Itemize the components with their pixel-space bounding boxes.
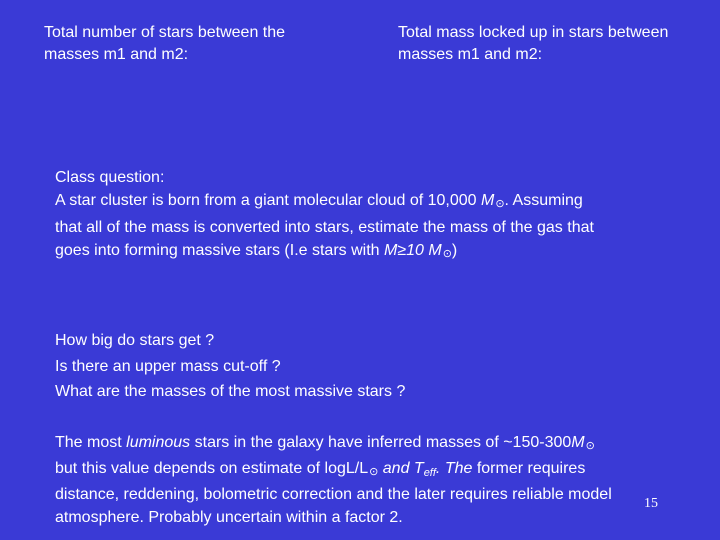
class-question-heading: Class question: bbox=[55, 169, 165, 186]
stars-count-heading bbox=[44, 22, 344, 66]
mass-threshold: M≥10 M bbox=[384, 242, 442, 259]
answer-text-d: former requires bbox=[472, 459, 586, 477]
questions-list bbox=[55, 328, 695, 405]
class-question-line-2 bbox=[55, 189, 695, 216]
sun-symbol: ⊙ bbox=[369, 465, 379, 478]
cq-text-a: A star cluster is born from a giant molecular cloud of 10,000 bbox=[55, 192, 481, 209]
answer-text-a: The most bbox=[55, 434, 127, 451]
answer-paragraph bbox=[55, 432, 705, 529]
answer-text-b: stars in the galaxy have inferred masses of ~150-300 bbox=[190, 434, 572, 451]
stars-mass-line-2: masses m1 and m2: bbox=[398, 46, 543, 63]
sun-symbol: ⊙ bbox=[585, 440, 595, 452]
cq-text-d: ) bbox=[451, 242, 458, 259]
class-question bbox=[55, 166, 695, 266]
stars-mass-line-1: Total mass locked up in stars between bbox=[398, 24, 669, 41]
stars-count-line-1: Total number of stars between the bbox=[44, 24, 286, 41]
teff-label: and T bbox=[378, 459, 424, 477]
class-question-line-3: that all of the mass is converted into stars, estimate the mass of the gas that bbox=[55, 219, 594, 236]
cq-text-b: . Assuming bbox=[504, 192, 583, 209]
question-item: Is there an upper mass cut-off ? bbox=[55, 357, 281, 375]
stars-mass-heading bbox=[398, 22, 710, 66]
cq-text-c: goes into forming massive stars (I.e stars with bbox=[55, 242, 384, 259]
answer-line-3: distance, reddening, bolometric correction and the later requires reliable model bbox=[55, 486, 612, 503]
answer-line-4: atmosphere. Probably uncertain within a factor 2. bbox=[55, 508, 403, 526]
page-number: 15 bbox=[644, 496, 658, 511]
sun-symbol: ⊙ bbox=[495, 198, 505, 210]
answer-line-1 bbox=[55, 432, 705, 458]
luminous-emphasis: luminous bbox=[126, 434, 191, 451]
answer-the: . The bbox=[435, 459, 473, 477]
mass-variable: M bbox=[481, 192, 495, 209]
stars-count-line-2: masses m1 and m2: bbox=[44, 46, 189, 63]
answer-text-c: but this value depends on estimate of bbox=[55, 459, 325, 477]
mass-variable: M bbox=[571, 434, 585, 451]
question-item: What are the masses of the most massive stars ? bbox=[55, 383, 406, 400]
teff-subscript: eff bbox=[423, 466, 436, 479]
sun-symbol: ⊙ bbox=[442, 248, 452, 260]
answer-line-2 bbox=[55, 458, 705, 485]
class-question-line-4 bbox=[55, 239, 695, 266]
question-item: How big do stars get ? bbox=[55, 332, 215, 349]
log-luminosity: logL/L bbox=[324, 459, 369, 477]
